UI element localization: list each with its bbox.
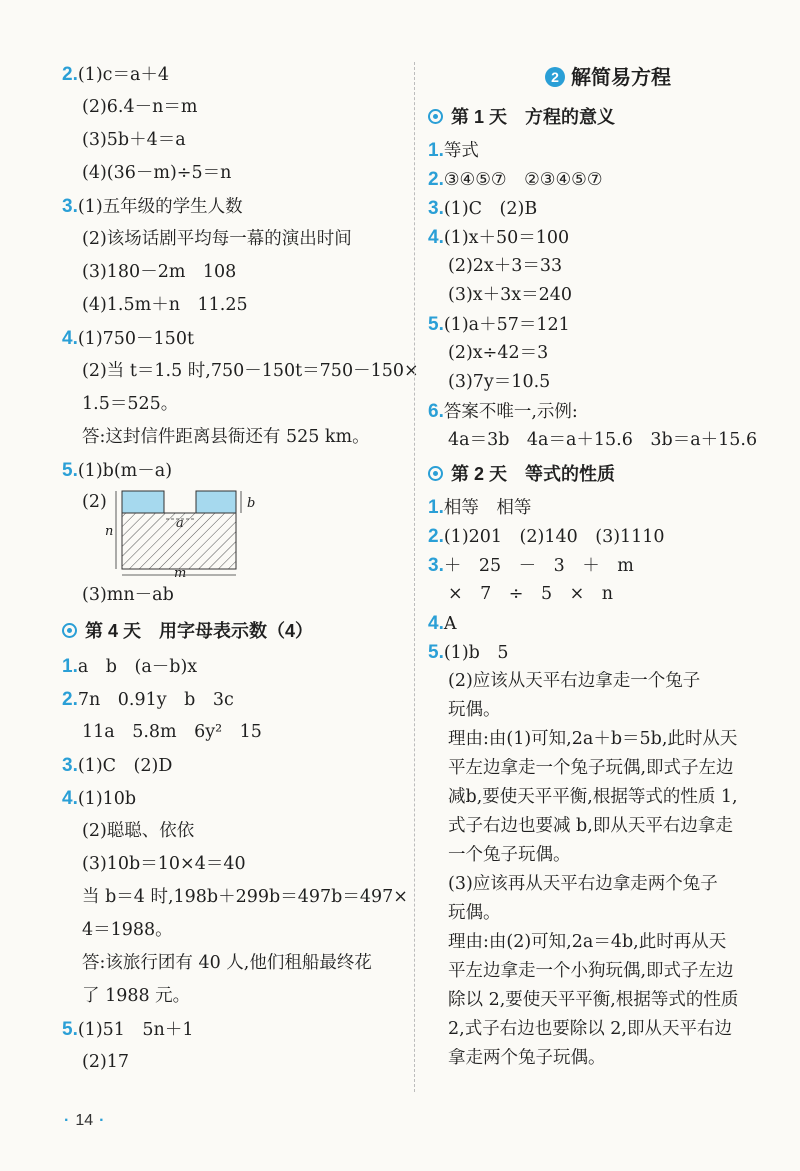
- answer-line: [428, 725, 788, 754]
- label-n: n: [105, 524, 114, 539]
- answer-text: 答案不唯一,示例:: [443, 402, 578, 422]
- question-number: 4.: [428, 613, 444, 634]
- question-number: 3.: [428, 555, 444, 576]
- answer-line: [428, 870, 788, 899]
- answer-line: [62, 388, 407, 421]
- answer-text: 平左边拿走一个兔子玩偶,即式子左边: [448, 758, 734, 778]
- answer-line: [62, 256, 407, 289]
- answer-line: [62, 190, 407, 223]
- answer-line: [62, 914, 407, 947]
- answer-line: [428, 986, 788, 1015]
- answer-line: [428, 551, 788, 580]
- answer-line: [428, 426, 788, 455]
- answer-text: (2)该场话剧平均每一幕的演出时间: [82, 229, 352, 249]
- answer-text: 4a＝3b 4a＝a＋15.6 3b＝a＋15.6: [448, 430, 758, 450]
- answer-line: [428, 899, 788, 928]
- answer-line: [62, 421, 407, 454]
- answer-line: [428, 812, 788, 841]
- section-title-text: 解简易方程: [571, 67, 671, 89]
- answer-text: 除以 2,要使天平平衡,根据等式的性质: [448, 990, 739, 1010]
- answer-line: [428, 223, 788, 252]
- answer-line: [428, 368, 788, 397]
- answer-text: (1)a＋57＝121: [443, 315, 570, 335]
- answer-text: (2)聪聪、依依: [82, 821, 195, 841]
- answer-text: 平左边拿走一个小狗玩偶,即式子左边: [448, 961, 734, 981]
- answer-text: (3)7y＝10.5: [448, 372, 551, 392]
- answer-text: (2)当 t＝1.5 时,750－150t＝750－150×: [82, 361, 419, 381]
- question-number: 1.: [428, 140, 444, 161]
- answer-line: [62, 58, 407, 91]
- answer-text: (3)应该再从天平右边拿走两个兔子: [448, 874, 718, 894]
- answer-text: (1)C (2)B: [443, 199, 538, 219]
- question-number: 5.: [62, 460, 78, 481]
- answer-line: [62, 1046, 407, 1079]
- answer-text: 拿走两个兔子玩偶。: [448, 1048, 606, 1068]
- answer-line: [428, 281, 788, 310]
- label-a: a: [176, 516, 184, 531]
- answer-line: [62, 716, 407, 749]
- answer-text: (3)10b＝10×4＝40: [82, 854, 246, 874]
- answer-text: 4＝1988。: [82, 920, 173, 940]
- answer-line: [62, 124, 407, 157]
- answer-text: (3)mn－ab: [82, 585, 174, 605]
- question-number: 4.: [62, 328, 78, 349]
- top-square-right: [196, 491, 236, 513]
- answer-line: [62, 782, 407, 815]
- answer-text: 了 1988 元。: [82, 986, 191, 1006]
- answer-line: [62, 848, 407, 881]
- bullet-ring-icon: [428, 466, 443, 481]
- answer-line: [62, 815, 407, 848]
- answer-text: (3)5b＋4＝a: [82, 130, 186, 150]
- question-number: 4.: [428, 227, 444, 248]
- answer-text: 式子右边也要减 b,即从天平右边拿走: [448, 816, 733, 836]
- answer-line: [62, 980, 407, 1013]
- question-number: 2.: [428, 169, 444, 190]
- question-number: 5.: [62, 1019, 78, 1040]
- answer-text: (2)应该从天平右边拿走一个兔子: [448, 671, 701, 691]
- answer-text: 2,式子右边也要除以 2,即从天平右边: [448, 1019, 732, 1039]
- answer-line: [428, 667, 788, 696]
- answer-text: 一个兔子玩偶。: [448, 845, 571, 865]
- answer-line: [428, 1044, 788, 1073]
- question-number: 3.: [62, 755, 78, 776]
- answer-text: (1)b 5: [443, 643, 509, 663]
- answer-text: 1.5＝525。: [82, 394, 179, 414]
- answer-line: [62, 355, 419, 388]
- answer-text: (1)c＝a＋4: [77, 65, 170, 85]
- question-number: 3.: [428, 198, 444, 219]
- answer-line: [428, 1015, 788, 1044]
- answer-line: [62, 749, 407, 782]
- answer-text: (1)C (2)D: [77, 756, 173, 776]
- answer-text: (3)x＋3x＝240: [448, 285, 573, 305]
- answer-text: A: [443, 614, 457, 634]
- answer-line: [428, 493, 788, 522]
- area-diagram: [102, 487, 292, 579]
- answer-line: [62, 683, 407, 716]
- answer-line: [428, 310, 788, 339]
- answer-line: [428, 696, 788, 725]
- answer-line: [428, 580, 788, 609]
- answer-text: 答:该旅行团有 40 人,他们租船最终花: [82, 953, 372, 973]
- answer-text: 11a 5.8m 6y² 15: [82, 722, 262, 742]
- answer-line: [428, 165, 788, 194]
- answer-line: [62, 947, 407, 980]
- bullet-ring-icon: [428, 109, 443, 124]
- left-column: [62, 58, 419, 1079]
- day-heading-text: 第 4 天 用字母表示数（4）: [85, 621, 314, 641]
- answer-text: 玩偶。: [448, 700, 501, 720]
- question-number: 5.: [428, 314, 444, 335]
- figure-label: (2): [82, 492, 107, 512]
- answer-line: [62, 322, 407, 355]
- answer-line: [428, 841, 788, 870]
- day-heading: [428, 455, 788, 493]
- answer-line: [62, 579, 407, 612]
- answer-text: (2)6.4－n＝m: [82, 97, 198, 117]
- answer-line: [428, 928, 788, 957]
- answer-text: a b (a－b)x: [77, 657, 198, 677]
- answer-text: (1)201 (2)140 (3)1110: [443, 527, 665, 547]
- answer-text: × 7 ÷ 5 × n: [448, 584, 614, 604]
- top-square-left: [122, 491, 164, 513]
- answer-line: [428, 609, 788, 638]
- page-footer: · 14 ·: [64, 1112, 105, 1129]
- answer-text: 等式: [443, 141, 479, 161]
- answer-text: (1)五年级的学生人数: [77, 197, 243, 217]
- answer-text: 7n 0.91y b 3c: [77, 690, 234, 710]
- answer-text: (2)2x＋3＝33: [448, 256, 563, 276]
- answer-text: (1)10b: [77, 789, 137, 809]
- question-number: 1.: [62, 656, 78, 677]
- answer-line: [428, 339, 788, 368]
- answer-line: [428, 397, 788, 426]
- answer-line: [62, 881, 407, 914]
- page-number: 14: [75, 1112, 94, 1129]
- answer-line: [428, 754, 788, 783]
- label-m: m: [174, 566, 187, 579]
- answer-line: [428, 783, 788, 812]
- answer-text: ＋ 25 － 3 ＋ m: [443, 556, 634, 576]
- answer-text: (2)17: [82, 1052, 130, 1072]
- question-number: 4.: [62, 788, 78, 809]
- answer-line: [62, 1013, 407, 1046]
- answer-text: (1)b(m－a): [77, 461, 173, 481]
- answer-line: [428, 522, 788, 551]
- answer-text: 相等 相等: [443, 498, 532, 518]
- question-number: 5.: [428, 642, 444, 663]
- section-badge: 2: [545, 67, 565, 87]
- question-number: 2.: [62, 64, 78, 85]
- answer-text: (3)180－2m 108: [82, 262, 237, 282]
- answer-line: [62, 223, 407, 256]
- right-column: [428, 58, 788, 1073]
- bullet-ring-icon: [62, 623, 77, 638]
- answer-text: ③④⑤⑦ ②③④⑤⑦: [443, 170, 603, 190]
- answer-text: (4)1.5m＋n 11.25: [82, 295, 248, 315]
- day-heading: [62, 612, 407, 650]
- answer-line: [428, 136, 788, 165]
- question-number: 6.: [428, 401, 444, 422]
- question-number: 3.: [62, 196, 78, 217]
- answer-line: [428, 957, 788, 986]
- question-number: 1.: [428, 497, 444, 518]
- column-divider: [414, 62, 415, 1092]
- answer-text: 减b,要使天平平衡,根据等式的性质 1,: [448, 787, 738, 807]
- question-number: 2.: [428, 526, 444, 547]
- answer-line: [428, 194, 788, 223]
- answer-text: (1)51 5n＋1: [77, 1020, 194, 1040]
- answer-text: (1)x＋50＝100: [443, 228, 570, 248]
- question-number: 2.: [62, 689, 78, 710]
- answer-text: 答:这封信件距离县衙还有 525 km。: [82, 427, 370, 447]
- answer-line: [62, 650, 407, 683]
- section-title: [428, 58, 788, 98]
- answer-line: [62, 454, 407, 487]
- answer-line: [62, 91, 407, 124]
- answer-text: (2)x÷42＝3: [448, 343, 549, 363]
- answer-line: [428, 638, 788, 667]
- label-b: b: [247, 496, 256, 511]
- answer-text: 理由:由(1)可知,2a＋b＝5b,此时从天: [448, 729, 738, 749]
- answer-text: 玩偶。: [448, 903, 501, 923]
- answer-text: 当 b＝4 时,198b＋299b＝497b＝497×: [82, 887, 408, 907]
- answer-line: [62, 289, 407, 322]
- answer-line: [428, 252, 788, 281]
- answer-text: (1)750－150t: [77, 329, 194, 349]
- day-heading: [428, 98, 788, 136]
- area-figure: [62, 487, 407, 579]
- answer-text: (4)(36－m)÷5＝n: [82, 163, 232, 183]
- answer-text: 理由:由(2)可知,2a＝4b,此时再从天: [448, 932, 727, 952]
- day-heading-text: 第 2 天 等式的性质: [451, 464, 616, 484]
- day-heading-text: 第 1 天 方程的意义: [451, 107, 616, 127]
- answer-line: [62, 157, 407, 190]
